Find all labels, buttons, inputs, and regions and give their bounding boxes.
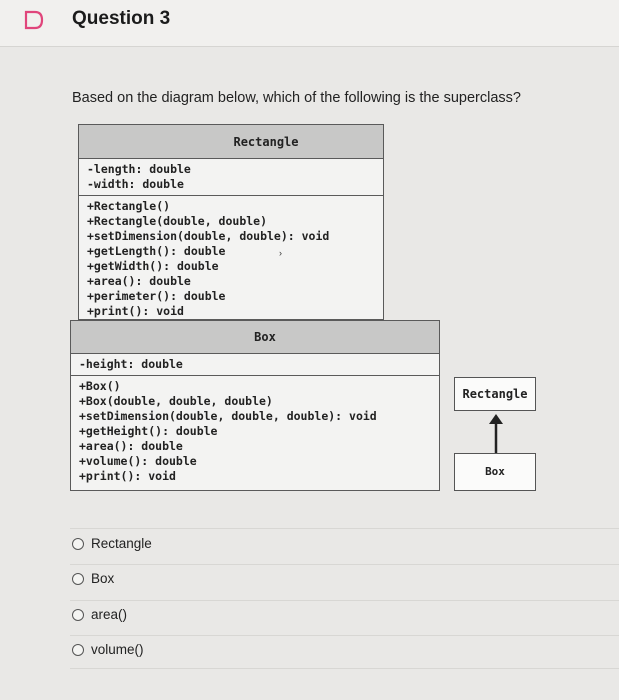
methods-section — [79, 196, 383, 322]
method: +setDimension(double, double, double): void — [79, 409, 377, 423]
attribute: -height: double — [79, 357, 183, 371]
answer-option-area[interactable] — [72, 607, 127, 622]
method: +Box() — [79, 379, 121, 393]
answer-option-rectangle[interactable] — [72, 536, 152, 551]
method: +getLength(): double — [87, 244, 226, 258]
method: +getHeight(): double — [79, 424, 218, 438]
flag-icon[interactable] — [24, 10, 44, 30]
radio-button[interactable] — [72, 609, 84, 621]
method: +area(): double — [79, 439, 183, 453]
method: +Rectangle() — [87, 199, 171, 213]
option-label: Box — [91, 571, 115, 586]
uml-class-box — [70, 320, 440, 491]
uml-class-rectangle — [78, 124, 384, 320]
method: +Rectangle(double, double) — [87, 214, 268, 228]
divider — [70, 635, 619, 636]
divider — [70, 600, 619, 601]
option-label: area() — [91, 607, 128, 622]
mini-diagram-child: Box — [454, 453, 536, 491]
mini-diagram-parent: Rectangle — [454, 377, 536, 411]
class-name: Box — [71, 321, 439, 354]
inheritance-arrow-icon — [486, 412, 506, 454]
class-name: Rectangle — [79, 125, 383, 159]
method: +print(): void — [79, 469, 176, 483]
attributes-section — [79, 159, 383, 196]
question-prompt: Based on the diagram below, which of the following is the superclass? — [72, 90, 521, 106]
method: +getWidth(): double — [87, 259, 219, 273]
cursor-icon: › — [279, 248, 282, 258]
divider — [70, 528, 619, 529]
question-title: Question 3 — [72, 8, 171, 29]
option-label: volume() — [91, 642, 144, 657]
question-header — [0, 0, 619, 47]
option-label: Rectangle — [91, 536, 152, 551]
radio-button[interactable] — [72, 573, 84, 585]
answer-option-box[interactable] — [72, 571, 114, 586]
methods-section — [71, 376, 439, 487]
answer-option-volume[interactable] — [72, 642, 144, 657]
divider — [70, 668, 619, 669]
method: +setDimension(double, double): void — [87, 229, 330, 243]
radio-button[interactable] — [72, 644, 84, 656]
method: +perimeter(): double — [87, 289, 226, 303]
attribute: -length: double — [87, 162, 191, 176]
method: +volume(): double — [79, 454, 197, 468]
method: +print(): void — [87, 304, 184, 318]
attributes-section — [71, 354, 439, 376]
radio-button[interactable] — [72, 538, 84, 550]
method: +Box(double, double, double) — [79, 394, 273, 408]
divider — [70, 564, 619, 565]
method: +area(): double — [87, 274, 191, 288]
attribute: -width: double — [87, 177, 184, 191]
